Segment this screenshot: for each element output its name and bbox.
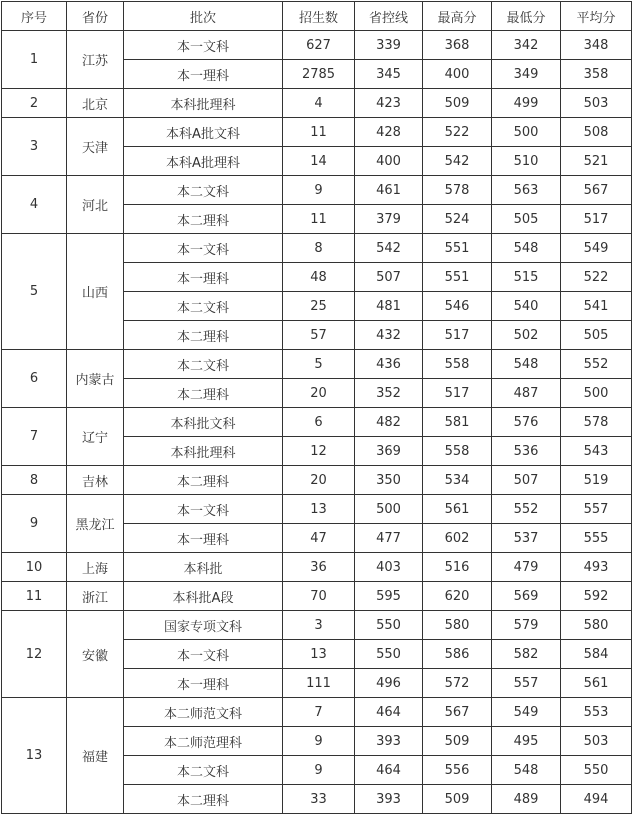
province-cell: 浙江 <box>67 582 124 611</box>
enrollment-cell: 11 <box>283 205 355 234</box>
enrollment-cell: 9 <box>283 756 355 785</box>
max-score-cell: 558 <box>423 350 492 379</box>
min-score-cell: 576 <box>492 408 561 437</box>
max-score-cell: 516 <box>423 553 492 582</box>
max-score-cell: 509 <box>423 89 492 118</box>
batch-cell: 本科A批文科 <box>124 118 283 147</box>
batch-cell: 本二理科 <box>124 205 283 234</box>
batch-cell: 本二理科 <box>124 379 283 408</box>
max-score-cell: 517 <box>423 321 492 350</box>
control-line-cell: 542 <box>355 234 423 263</box>
batch-cell: 本二理科 <box>124 466 283 495</box>
control-line-cell: 379 <box>355 205 423 234</box>
min-score-cell: 552 <box>492 495 561 524</box>
min-score-cell: 548 <box>492 756 561 785</box>
row-number-cell: 8 <box>2 466 67 495</box>
header-row <box>2 2 632 31</box>
control-line-cell: 345 <box>355 60 423 89</box>
table-row <box>2 350 632 379</box>
table-row <box>2 31 632 60</box>
header-cell: 最高分 <box>423 2 492 31</box>
batch-cell: 本一文科 <box>124 234 283 263</box>
max-score-cell: 509 <box>423 785 492 814</box>
batch-cell: 本一理科 <box>124 263 283 292</box>
row-number-cell: 12 <box>2 611 67 698</box>
table-body <box>2 31 632 814</box>
control-line-cell: 350 <box>355 466 423 495</box>
enrollment-cell: 4 <box>283 89 355 118</box>
batch-cell: 本二文科 <box>124 756 283 785</box>
control-line-cell: 393 <box>355 785 423 814</box>
min-score-cell: 536 <box>492 437 561 466</box>
table-row <box>2 582 632 611</box>
enrollment-cell: 111 <box>283 669 355 698</box>
control-line-cell: 464 <box>355 698 423 727</box>
avg-score-cell: 505 <box>561 321 632 350</box>
enrollment-cell: 33 <box>283 785 355 814</box>
batch-cell: 本二理科 <box>124 785 283 814</box>
header-cell: 最低分 <box>492 2 561 31</box>
avg-score-cell: 543 <box>561 437 632 466</box>
avg-score-cell: 552 <box>561 350 632 379</box>
avg-score-cell: 561 <box>561 669 632 698</box>
table-row <box>2 176 632 205</box>
enrollment-cell: 20 <box>283 466 355 495</box>
control-line-cell: 400 <box>355 147 423 176</box>
batch-cell: 本二文科 <box>124 176 283 205</box>
control-line-cell: 403 <box>355 553 423 582</box>
min-score-cell: 507 <box>492 466 561 495</box>
max-score-cell: 620 <box>423 582 492 611</box>
min-score-cell: 569 <box>492 582 561 611</box>
enrollment-cell: 20 <box>283 379 355 408</box>
enrollment-cell: 25 <box>283 292 355 321</box>
min-score-cell: 548 <box>492 234 561 263</box>
max-score-cell: 567 <box>423 698 492 727</box>
max-score-cell: 561 <box>423 495 492 524</box>
avg-score-cell: 508 <box>561 118 632 147</box>
table-row <box>2 89 632 118</box>
row-number-cell: 2 <box>2 89 67 118</box>
header-cell: 序号 <box>2 2 67 31</box>
header-cell: 平均分 <box>561 2 632 31</box>
table-row <box>2 408 632 437</box>
control-line-cell: 428 <box>355 118 423 147</box>
batch-cell: 本一理科 <box>124 669 283 698</box>
min-score-cell: 500 <box>492 118 561 147</box>
row-number-cell: 6 <box>2 350 67 408</box>
avg-score-cell: 549 <box>561 234 632 263</box>
enrollment-cell: 13 <box>283 640 355 669</box>
enrollment-cell: 6 <box>283 408 355 437</box>
control-line-cell: 369 <box>355 437 423 466</box>
max-score-cell: 522 <box>423 118 492 147</box>
enrollment-cell: 5 <box>283 350 355 379</box>
control-line-cell: 461 <box>355 176 423 205</box>
avg-score-cell: 584 <box>561 640 632 669</box>
min-score-cell: 579 <box>492 611 561 640</box>
enrollment-cell: 2785 <box>283 60 355 89</box>
batch-cell: 本一理科 <box>124 60 283 89</box>
batch-cell: 本一文科 <box>124 31 283 60</box>
avg-score-cell: 494 <box>561 785 632 814</box>
max-score-cell: 534 <box>423 466 492 495</box>
avg-score-cell: 557 <box>561 495 632 524</box>
min-score-cell: 499 <box>492 89 561 118</box>
table-row <box>2 553 632 582</box>
min-score-cell: 510 <box>492 147 561 176</box>
batch-cell: 本二文科 <box>124 292 283 321</box>
batch-cell: 国家专项文科 <box>124 611 283 640</box>
avg-score-cell: 521 <box>561 147 632 176</box>
enrollment-cell: 627 <box>283 31 355 60</box>
province-cell: 黑龙江 <box>67 495 124 553</box>
max-score-cell: 542 <box>423 147 492 176</box>
max-score-cell: 524 <box>423 205 492 234</box>
max-score-cell: 586 <box>423 640 492 669</box>
province-cell: 山西 <box>67 234 124 350</box>
batch-cell: 本一文科 <box>124 640 283 669</box>
enrollment-cell: 9 <box>283 176 355 205</box>
avg-score-cell: 503 <box>561 727 632 756</box>
control-line-cell: 482 <box>355 408 423 437</box>
min-score-cell: 349 <box>492 60 561 89</box>
min-score-cell: 582 <box>492 640 561 669</box>
admission-scores-table <box>1 1 632 814</box>
avg-score-cell: 500 <box>561 379 632 408</box>
max-score-cell: 551 <box>423 234 492 263</box>
max-score-cell: 509 <box>423 727 492 756</box>
control-line-cell: 496 <box>355 669 423 698</box>
province-cell: 辽宁 <box>67 408 124 466</box>
batch-cell: 本二文科 <box>124 350 283 379</box>
min-score-cell: 515 <box>492 263 561 292</box>
province-cell: 安徽 <box>67 611 124 698</box>
min-score-cell: 489 <box>492 785 561 814</box>
province-cell: 上海 <box>67 553 124 582</box>
control-line-cell: 423 <box>355 89 423 118</box>
header-cell: 省份 <box>67 2 124 31</box>
batch-cell: 本二师范理科 <box>124 727 283 756</box>
max-score-cell: 368 <box>423 31 492 60</box>
control-line-cell: 550 <box>355 640 423 669</box>
control-line-cell: 436 <box>355 350 423 379</box>
control-line-cell: 481 <box>355 292 423 321</box>
row-number-cell: 13 <box>2 698 67 814</box>
province-cell: 福建 <box>67 698 124 814</box>
header-cell: 批次 <box>124 2 283 31</box>
batch-cell: 本科A批理科 <box>124 147 283 176</box>
row-number-cell: 9 <box>2 495 67 553</box>
enrollment-cell: 70 <box>283 582 355 611</box>
max-score-cell: 551 <box>423 263 492 292</box>
enrollment-cell: 13 <box>283 495 355 524</box>
enrollment-cell: 36 <box>283 553 355 582</box>
control-line-cell: 432 <box>355 321 423 350</box>
enrollment-cell: 7 <box>283 698 355 727</box>
row-number-cell: 3 <box>2 118 67 176</box>
max-score-cell: 580 <box>423 611 492 640</box>
max-score-cell: 400 <box>423 60 492 89</box>
province-cell: 内蒙古 <box>67 350 124 408</box>
avg-score-cell: 503 <box>561 89 632 118</box>
province-cell: 天津 <box>67 118 124 176</box>
max-score-cell: 546 <box>423 292 492 321</box>
batch-cell: 本科批A段 <box>124 582 283 611</box>
control-line-cell: 339 <box>355 31 423 60</box>
enrollment-cell: 48 <box>283 263 355 292</box>
control-line-cell: 477 <box>355 524 423 553</box>
table-row <box>2 466 632 495</box>
min-score-cell: 549 <box>492 698 561 727</box>
min-score-cell: 342 <box>492 31 561 60</box>
batch-cell: 本科批 <box>124 553 283 582</box>
avg-score-cell: 348 <box>561 31 632 60</box>
avg-score-cell: 541 <box>561 292 632 321</box>
max-score-cell: 602 <box>423 524 492 553</box>
province-cell: 河北 <box>67 176 124 234</box>
min-score-cell: 557 <box>492 669 561 698</box>
control-line-cell: 500 <box>355 495 423 524</box>
row-number-cell: 1 <box>2 31 67 89</box>
batch-cell: 本二师范文科 <box>124 698 283 727</box>
avg-score-cell: 522 <box>561 263 632 292</box>
max-score-cell: 572 <box>423 669 492 698</box>
min-score-cell: 505 <box>492 205 561 234</box>
control-line-cell: 393 <box>355 727 423 756</box>
min-score-cell: 479 <box>492 553 561 582</box>
header-cell: 招生数 <box>283 2 355 31</box>
enrollment-cell: 3 <box>283 611 355 640</box>
province-cell: 江苏 <box>67 31 124 89</box>
row-number-cell: 10 <box>2 553 67 582</box>
control-line-cell: 550 <box>355 611 423 640</box>
max-score-cell: 517 <box>423 379 492 408</box>
batch-cell: 本二理科 <box>124 321 283 350</box>
province-cell: 吉林 <box>67 466 124 495</box>
avg-score-cell: 517 <box>561 205 632 234</box>
avg-score-cell: 580 <box>561 611 632 640</box>
avg-score-cell: 493 <box>561 553 632 582</box>
max-score-cell: 578 <box>423 176 492 205</box>
enrollment-cell: 12 <box>283 437 355 466</box>
avg-score-cell: 358 <box>561 60 632 89</box>
row-number-cell: 5 <box>2 234 67 350</box>
avg-score-cell: 555 <box>561 524 632 553</box>
enrollment-cell: 8 <box>283 234 355 263</box>
avg-score-cell: 578 <box>561 408 632 437</box>
avg-score-cell: 519 <box>561 466 632 495</box>
avg-score-cell: 567 <box>561 176 632 205</box>
row-number-cell: 4 <box>2 176 67 234</box>
enrollment-cell: 11 <box>283 118 355 147</box>
row-number-cell: 7 <box>2 408 67 466</box>
enrollment-cell: 47 <box>283 524 355 553</box>
table-row <box>2 118 632 147</box>
control-line-cell: 595 <box>355 582 423 611</box>
row-number-cell: 11 <box>2 582 67 611</box>
max-score-cell: 558 <box>423 437 492 466</box>
enrollment-cell: 57 <box>283 321 355 350</box>
batch-cell: 本一文科 <box>124 495 283 524</box>
table-row <box>2 495 632 524</box>
avg-score-cell: 553 <box>561 698 632 727</box>
control-line-cell: 507 <box>355 263 423 292</box>
table-row <box>2 698 632 727</box>
min-score-cell: 548 <box>492 350 561 379</box>
batch-cell: 本科批文科 <box>124 408 283 437</box>
table-row <box>2 234 632 263</box>
batch-cell: 本科批理科 <box>124 89 283 118</box>
min-score-cell: 563 <box>492 176 561 205</box>
table-row <box>2 611 632 640</box>
enrollment-cell: 14 <box>283 147 355 176</box>
batch-cell: 本科批理科 <box>124 437 283 466</box>
min-score-cell: 495 <box>492 727 561 756</box>
batch-cell: 本一理科 <box>124 524 283 553</box>
province-cell: 北京 <box>67 89 124 118</box>
avg-score-cell: 550 <box>561 756 632 785</box>
control-line-cell: 352 <box>355 379 423 408</box>
control-line-cell: 464 <box>355 756 423 785</box>
avg-score-cell: 592 <box>561 582 632 611</box>
enrollment-cell: 9 <box>283 727 355 756</box>
min-score-cell: 487 <box>492 379 561 408</box>
min-score-cell: 537 <box>492 524 561 553</box>
max-score-cell: 581 <box>423 408 492 437</box>
header-cell: 省控线 <box>355 2 423 31</box>
max-score-cell: 556 <box>423 756 492 785</box>
min-score-cell: 502 <box>492 321 561 350</box>
min-score-cell: 540 <box>492 292 561 321</box>
